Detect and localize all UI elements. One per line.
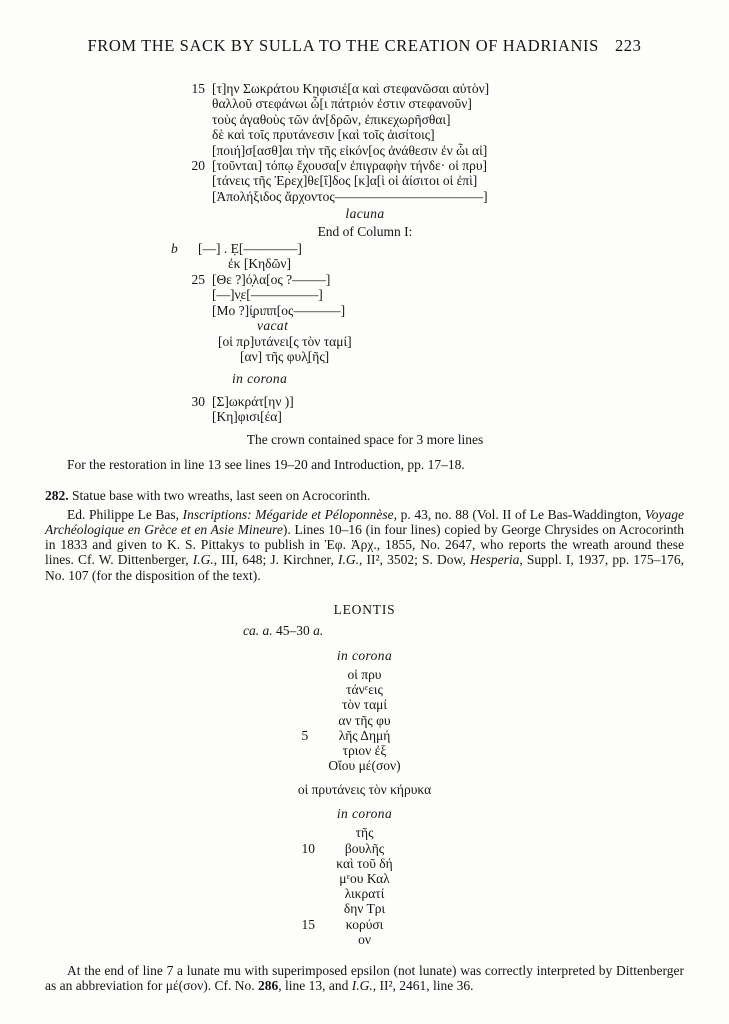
line-text: τριον ἐξ [342,743,387,759]
running-head [45,36,684,56]
inscription-line [185,189,684,204]
line-text: λικρατί [344,886,385,902]
line-number: 15 [301,916,315,932]
between-wreaths-line: οἱ πρυτάνεις τὸν κήρυκα [297,782,432,798]
line-number: 10 [301,840,315,856]
inscription-line [185,318,684,333]
inscription-line [185,158,684,173]
inscription-line [185,256,684,271]
line-text: τάν$^\varepsilon$εις [346,682,383,698]
line-number: 20 [191,158,205,174]
inscription-line [300,901,430,916]
line-text: [τοῦνται] τόπῳ ἔχουσα[ν ἐπιγραφὴν τήνδε· οἱ πρυ] [212,158,488,174]
line-number [185,96,205,111]
line-text: τοὺς ἀγαθοὺς τῶν ἀν[δρῶν, ἐπικεχωρῆσθαι] [212,111,451,127]
running-head-title: FROM THE SACK BY SULLA TO THE CREATION OF HADRIANIS [87,36,599,55]
inscription-line [300,743,430,758]
inscription-line [185,334,684,349]
line-text: θαλλοῦ στεφάνωι ὧ[ι πάτριόν ἐστιν στεφανοῦν] [212,96,472,112]
inscription-line [185,287,684,302]
inscription-line [185,409,684,424]
line-text: αν τῆς φυ [338,712,391,728]
line-text: δην Τρι [343,901,386,917]
line-text: [ποιή]σ[ασθ]αι τὴν τῆς εἰκόν[ος ἀνάθεσιν ἐν ὧι αἰ] [212,142,488,158]
line-number: 25 [191,271,205,287]
line-text: [––]ν̣ε[––––––––––] [212,287,323,303]
inscription-line [300,728,430,743]
line-text: The crown contained space for 3 more lines [246,431,484,447]
line-text: $\mu^\varepsilon o\upsilon$ Καλ [339,871,390,887]
inscription-line [185,206,684,221]
line-text: τὸν ταμί [341,697,388,713]
inscription-line [300,917,430,932]
line-text: [τ]ην Σωκράτου Κηφισιέ[α καὶ στεφανῶσαι αὐτὸν] [212,81,490,96]
line-text: ἐκ [Κηδῶν] [228,256,291,272]
line-text: [Σ]ωκράτ[ην )] [212,393,294,409]
note-lunate-mu: At the end of line 7 a lunate mu with superimposed epsilon (not lunate) was correctly interpreted by Dittenberger as an abbreviation for μέ(σον). Cf. No. 286, line 13, and I.G., II², 2461, line 36. [45,963,684,994]
inscription-line [185,143,684,158]
tribe-heading: LEONTIS [333,602,396,618]
line-text: [Θε ?]ό̣λα[ος ?–––––] [212,271,331,287]
inscription-line [185,394,684,409]
corona-label-2: in corona [336,806,393,822]
wreath-2-text [300,825,430,947]
inscription-281-text [171,81,684,447]
inscription-line [300,697,430,712]
inscription-line [185,173,684,188]
inscription-line [300,682,430,697]
line-number [185,409,205,424]
line-text: [αν] τῆς φυλ̣[ῆς] [240,348,330,364]
line-number [185,127,205,142]
line-number [185,287,205,302]
line-text: [τάνεις τῆς Ἐρεχ]θε[ΐ]δος [κ]α[ὶ οἱ ἀίσιτοι οἱ ἐπὶ] [212,173,478,189]
page-number: 223 [614,36,642,55]
inscription-line [300,758,430,773]
line-text: δὲ καὶ τοῖς πρυτάνεσιν [καὶ τοῖς ἀισίτοις] [212,127,435,143]
line-text: καὶ τοῦ δή [336,855,393,871]
inscription-line [300,871,430,886]
line-number [185,349,205,364]
line-number [185,371,205,386]
inscription-line [185,371,684,386]
inscription-line [300,825,430,840]
line-text: βουλῆς [344,840,385,856]
inscription-line [171,241,684,257]
inscription-line [300,841,430,856]
line-text: [Μο ?]ί̣ριππ[ος–––––––] [212,302,346,318]
line-number [185,143,205,158]
line-text: in corona [232,371,288,387]
line-number [185,189,205,204]
line-text: [Ἀπολήξιδος ἄρχοντος––––––––––––––––––––––] [212,188,488,204]
line-number: b [171,241,178,257]
line-number: 5 [301,727,309,743]
date-line: ca. a. 45–30 a. [243,623,324,639]
inscription-line [185,432,684,447]
note-restoration: For the restoration in line 13 see lines 19–20 and Introduction, pp. 17–18. [67,456,465,472]
inscription-line [185,96,684,111]
corona-label-1: in corona [336,648,393,664]
line-text: οἱ πρυ [347,667,382,683]
line-number: 30 [191,393,205,409]
line-number: 15 [191,81,205,96]
inscription-line [185,349,684,364]
inscription-line [300,713,430,728]
entry-282-bibliography: Ed. Philippe Le Bas, Inscriptions: Mégaride et Péloponnèse, p. 43, no. 88 (Vol. II of Le Bas-Waddington, Voyage Archéologique en Grèce et en Asie Mineure). Lines 10–16 (in four lines) copied by George Chrysides on Acrocorinth in 1833 and given to K. S. Pittakys to publish in Ἐφ. Ἀρχ., 1855, No. 2647, who reports the wreath around these lines. Cf. W. Dittenberger, I.G., III, 648; J. Kirchner, I.G., II², 3502; S. Dow, Hesperia, Suppl. I, 1937, pp. 175–176, No. 107 (for the disposition of the text). [45,506,684,583]
inscription-line [185,127,684,142]
line-text: κορύσι [345,916,384,932]
inscription-line [185,112,684,127]
line-text: [Κη]φισι[έα] [212,409,282,425]
inscription-line [300,856,430,871]
line-text: [––] . Ẹ[––––––––] [198,241,302,257]
line-text: Οἴου μέ(σον) [328,758,401,774]
leontis-section [45,602,684,947]
inscription-line [300,932,430,947]
line-text: End of Column I: [317,223,413,239]
line-number [185,256,205,271]
wreath-1-text [300,667,430,773]
line-text: λῆς Δημή [338,727,391,743]
inscription-line [185,224,684,239]
line-text: vacat [257,318,289,334]
line-text: τῆς [355,825,374,841]
line-number [185,334,205,349]
inscription-line [300,886,430,901]
line-number [185,303,205,318]
entry-282-heading: 282. Statue base with two wreaths, last seen on Acrocorinth. [45,488,371,504]
line-text: lacuna [345,206,385,222]
line-text: [οἱ πρ]υτάνει[ς τὸν ταμί] [218,333,352,349]
inscription-line [185,303,684,318]
inscription-line [185,272,684,287]
line-number [185,318,205,333]
inscription-line [185,81,684,96]
line-text: ον [358,931,371,947]
line-number [185,173,205,188]
inscription-line [300,667,430,682]
line-number [185,112,205,127]
